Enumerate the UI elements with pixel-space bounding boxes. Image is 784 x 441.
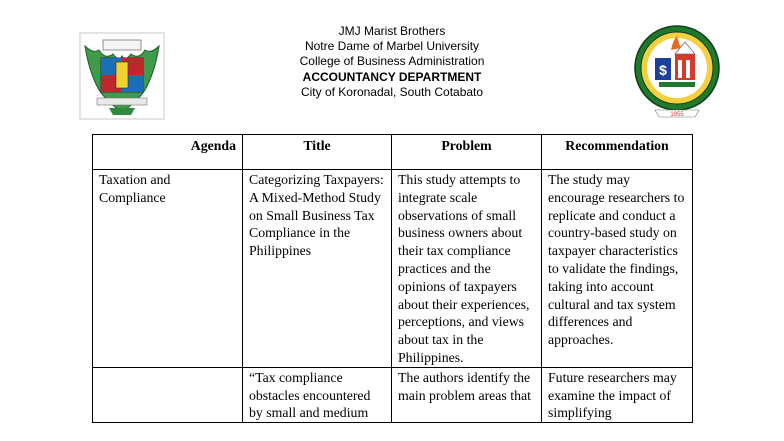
letterhead	[250, 24, 534, 100]
cell-recommendation: Future researchers may examine the impact of simplifying	[542, 367, 693, 422]
cell-title: “Tax compliance obstacles encountered by small and medium	[243, 367, 392, 422]
seal-year: 1955	[670, 112, 684, 118]
column-header-recommendation: Recommendation	[542, 135, 693, 170]
university-seal-icon	[79, 32, 165, 120]
table-header-row	[93, 135, 693, 170]
cba-seal-logo	[631, 24, 723, 120]
cell-title: Categorizing Taxpayers: A Mixed-Method Study on Small Business Tax Compliance in the Philippines	[243, 170, 392, 368]
business-administration-seal-icon	[631, 24, 723, 120]
svg-text:$: $	[659, 62, 667, 78]
research-agenda-table	[92, 134, 693, 423]
cell-problem: This study attempts to integrate scale observations of small business owners about their tax compliance practices and the opinions of taxpayers about their experiences, perceptions, and views about tax in the Philippines.	[392, 170, 542, 368]
header-department: ACCOUNTANCY DEPARTMENT	[302, 69, 482, 84]
column-header-problem: Problem	[392, 135, 542, 170]
cell-agenda	[93, 367, 243, 422]
header-location: City of Koronadal, South Cotabato	[300, 84, 484, 99]
table-row	[93, 170, 693, 368]
cell-agenda: Taxation and Compliance	[93, 170, 243, 368]
cell-recommendation: The study may encourage researchers to replicate and conduct a country-based study on taxpayer characteristics to validate the findings, taking into account cultural and tax system differences and approaches.	[542, 170, 693, 368]
header-line-order: JMJ Marist Brothers	[338, 24, 446, 38]
header-line-university: Notre Dame of Marbel University	[304, 39, 480, 54]
cell-problem: The authors identify the main problem areas that	[392, 367, 542, 422]
column-header-title: Title	[243, 135, 392, 170]
university-seal-logo	[79, 32, 165, 120]
table-row	[93, 367, 693, 422]
column-header-agenda: Agenda	[93, 135, 243, 170]
header-line-college: College of Business Administration	[299, 54, 485, 69]
